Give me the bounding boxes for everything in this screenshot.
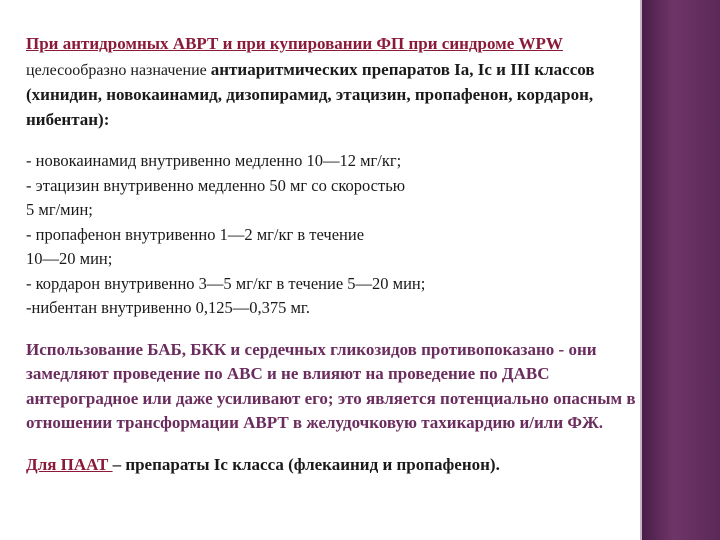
dose-line: 5 мг/мин; — [26, 200, 93, 219]
intro-bold-text: антиаритмических препаратов Ia, Ic и III классов (хинидин, новокаинамид, дизопирамид, этацизин, пропафенон, кордарон, нибентан): — [26, 59, 595, 129]
dose-line: - кордарон внутривенно 3—5 мг/кг в течение 5—20 мин; — [26, 273, 426, 293]
paat-paragraph — [26, 453, 636, 478]
decorative-side-bar — [642, 0, 720, 540]
dose-line: - новокаинамид внутривенно медленно 10—12 мг/кг; — [26, 151, 402, 170]
intro-paragraph — [26, 32, 636, 132]
dose-line: - пропафенон внутривенно 1—2 мг/кг в течение — [26, 224, 365, 244]
dose-line: 10—20 мин; — [26, 249, 113, 268]
doses-list — [26, 149, 636, 321]
dose-line: - этацизин внутривенно медленно 50 мг со скоростью — [26, 175, 406, 195]
paat-text: – препараты Ic класса (флекаинид и пропафенон). — [112, 454, 500, 474]
intro-heading: При антидромных АВРТ и при купировании ФП при синдроме WPW — [26, 34, 563, 53]
warning-paragraph: Использование БАБ, БКК и сердечных гликозидов противопоказано - они замедляют проведение по АВС и не влияют на проведение по ДАВС антероградное или даже усиливают его; это является потенциально опасным в отношении трансформации АВРТ в желудочковую тахикардию и/или ФЖ. — [26, 339, 636, 432]
slide-content — [26, 32, 636, 477]
intro-light-text: целесообразно назначение — [26, 61, 211, 79]
paat-heading: Для ПААТ — [26, 454, 113, 474]
dose-line: -нибентан внутривенно 0,125—0,375 мг. — [26, 298, 310, 317]
